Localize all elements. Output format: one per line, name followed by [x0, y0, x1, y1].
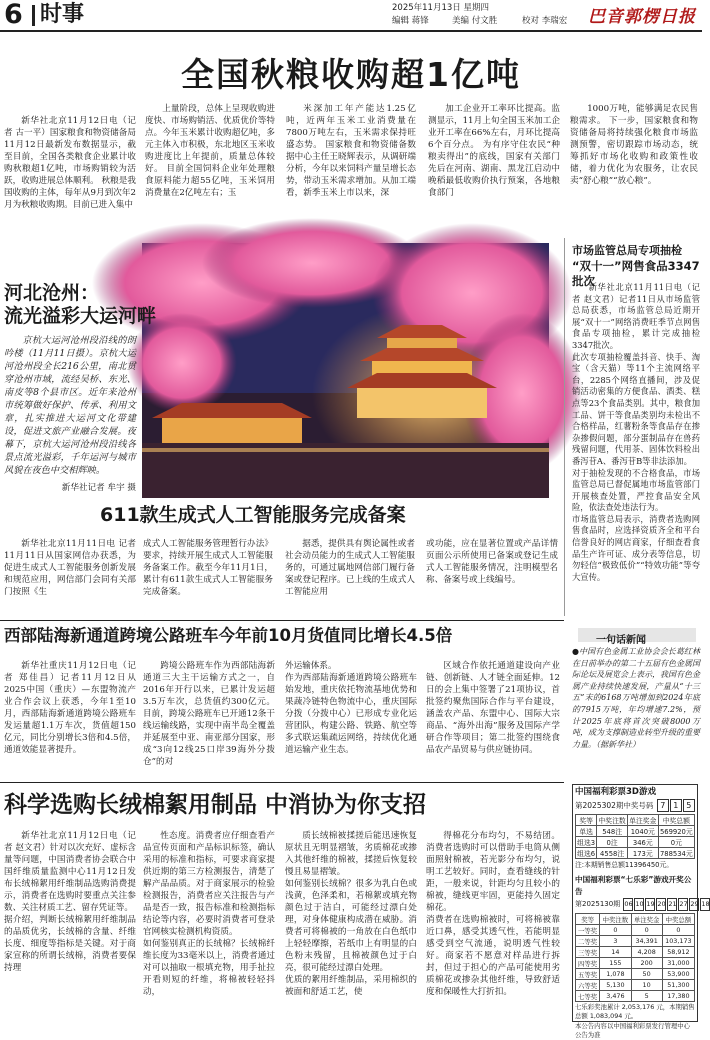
right-story-body: 新华社北京11月11日电（记者 赵文君）记者11日从市场监管总局获悉，市场监管总局近期开展“双十一”网络消费旺季节点网售食品专项抽检，累计完成抽检3347批次。 此次专项抽检覆盖抖音、快手、淘宝（含天猫）等11个主流网络平台，2285个网络直播间，涉及促销活动密集的方便食品、酒类、糕点等23个食品类别。其中，粮食加工品、饼干等食品类别均未检出不合格样品，红薯粉条等食品存在掺杂掺假问题，部分蛋制品存在兽药残留问题，代用茶、固体饮料检出番泻苷A、番泻苷B等非法添加。 对于抽检发现的不合格食品，市场监管总局已督促属地市场监管部门开展核查处置，严控食品安全风险，依法查处违法行为。 市场监管总局表示，消费者选购网售食品时，应选择资质齐全和平台信誉良好的网店商家，仔细查看食品生产许可证、成分表等信息，切勿轻信“极致低价”“特效功能”等夸大宣传。 — [572, 282, 700, 582]
table-cell: 4558注 — [597, 848, 628, 859]
lottery-qlc-number: 06 — [623, 898, 633, 911]
table-cell: 5,130 — [600, 980, 631, 991]
editor-credit: 编辑 蒋锋 — [392, 16, 429, 26]
lottery-3d-header-cell: 单注奖金 — [627, 815, 658, 826]
main-headline: 全国秋粮收购超1亿吨 — [181, 55, 521, 94]
article1-col2: 上量阶段，总体上呈现收购进度快、市场购销活、优质优价等特点。今年玉米累计收购超亿吨，多元主体入市积极，东北地区玉米收购进度比上年提前，质量总体较好。 目前全国饲料企业年处理粮食原料能力超55亿吨，玉米饲用消费量在2亿吨左右；玉 — [145, 104, 275, 198]
table-cell: 4,208 — [631, 947, 662, 958]
lottery-qlc-header-cell: 中奖注数 — [600, 914, 631, 925]
table-cell: 17,380 — [662, 991, 694, 1002]
lottery-qlc-number: 21 — [667, 898, 677, 911]
lottery-3d-header-cell: 中奖总额 — [658, 815, 694, 826]
one-sentence-title: 一句话新闻 — [596, 635, 646, 646]
table-cell: 51,300 — [662, 980, 694, 991]
wool-top-rule — [0, 782, 564, 783]
wool-headline: 科学选购长绒棉絮用制品 中消协为你支招 — [4, 792, 427, 818]
table-cell: 单选 — [576, 826, 597, 837]
lottery-qlc-number: 20 — [656, 898, 666, 911]
lottery-qlc-number: 27 — [678, 898, 688, 911]
table-row — [576, 958, 695, 969]
lottery-3d-number-2: 1 — [670, 799, 682, 812]
lottery-qlc-table — [575, 913, 695, 1002]
table-cell: 1040元 — [627, 826, 658, 837]
table-cell: 一等奖 — [576, 925, 600, 936]
page-number: 6 — [4, 0, 23, 30]
one-sentence-title-bar — [578, 628, 696, 646]
lottery-qlc-number: 19 — [645, 898, 655, 911]
table-row — [576, 826, 695, 837]
table-row — [576, 936, 695, 947]
trade-col3: 外运输体系。 作为西部陆海新通道跨境公路班车始发地，重庆依托物流基地优势和果蔬冷链特色物流中心，重庆国际分拨（分拨中心）已形成专业化运营团队，构建公路、铁路、航空等多式联运集疏运网络，持续优化通道运输产业生态。 — [285, 661, 417, 755]
side-headline-line1: 河北沧州： — [4, 282, 100, 304]
ai-col1: 新华社北京11月11日电 记者11月11日从国家网信办获悉，为促进生成式人工智能服务创新发展和规范应用，网信部门会同有关部门按照《生 — [4, 539, 136, 597]
table-cell: 0 — [600, 925, 631, 936]
lottery-box — [572, 784, 710, 1039]
section-title: 时事 — [40, 2, 85, 27]
article1-col3: 米深加工年产能达1.25亿吨，近两年玉米工业消费量在7800万吨左右，玉米需求保持旺盛态势。 国家粮食和物资储备数据中心主任王晓辉表示，从调研端分析，今年以来饲料产量呈增长态势，带动玉米需求增加。从加工端看，新季玉米上市以来，深 — [286, 104, 416, 198]
table-cell: 3,476 — [600, 991, 631, 1002]
lottery-qlc-header-row — [576, 914, 695, 925]
masthead-logo: 巴音郭楞日报 — [588, 7, 696, 27]
table-row — [576, 848, 695, 859]
table-cell: 二等奖 — [576, 936, 600, 947]
lottery-qlc-special-number: 18 — [700, 898, 710, 911]
table-cell: 三等奖 — [576, 947, 600, 958]
lottery-qlc-header-cell: 单注奖金 — [631, 914, 662, 925]
table-cell: 53,900 — [662, 969, 694, 980]
table-cell: 58,912 — [662, 947, 694, 958]
table-cell: 3 — [600, 936, 631, 947]
table-cell: 0注 — [597, 837, 628, 848]
side-story-credit: 新华社记者 牟宇 摄 — [61, 483, 136, 493]
lottery-3d-header-cell: 奖等 — [576, 815, 597, 826]
lottery-3d-title: 中国福利彩票3D游戏 — [575, 787, 656, 797]
table-cell: 155 — [600, 958, 631, 969]
table-row — [576, 837, 695, 848]
wool-col2: 性态度。消费者应仔细查看产品宣传页面和产品标识标签，确认采用的标准和指标，可要求商家提供近期的第三方检测报告，清楚了解产品品质。对于商家展示的检验检测报告，消费者应关注报告与产品是否一致，报告标准和检测指标结论等内容，必要时消费者可登录官网核实检测机构资质。 如何鉴别真正的长绒棉？长绒棉纤维长度为33毫米以上，消费者通过对可以抽取一根填充物，用手扯拉开看则短的纤维，将棉被轻轻抖动， — [143, 831, 275, 997]
table-cell: 173元 — [627, 848, 658, 859]
lottery-3d-note: 注:本期销售总额11396450元。 — [575, 861, 674, 869]
ai-col3: 据悉，提供具有舆论属性或者社会动员能力的生成式人工智能服务的，可通过属地网信部门履行备案或登记程序。已上线的生成式人工智能应用 — [285, 539, 415, 597]
right-headline-line2: “双十一”网售食品3347批次 — [572, 259, 700, 288]
lottery-3d-table — [575, 814, 695, 859]
table-row — [576, 947, 695, 958]
table-cell: 103,173 — [662, 936, 694, 947]
page-number-divider — [32, 5, 35, 26]
lottery-qlc-issue: 第2025130期 — [575, 900, 621, 908]
lottery-3d-issue — [573, 799, 697, 812]
side-headline-line2: 流光溢彩大运河畔 — [4, 305, 157, 327]
table-cell: 14 — [600, 947, 631, 958]
lottery-qlc-footer: 本公告内容以中国福利彩票发行管理中心公告为准 — [575, 1022, 691, 1039]
article1-col5: 1000万吨，能够满足农民售粮需求。 下一步，国家粮食和物资储备局将持续强化粮食市场监测预警，密切跟踪市场动态，统筹抓好市场化收购和政策性收储，着力优化为农服务，让农民卖“舒心粮”“放心粮”。 — [570, 104, 698, 186]
right-column-divider — [564, 238, 565, 616]
header-rule — [0, 30, 702, 32]
article1-col1: 新华社北京11月12日电（记者 古一平）国家粮食和物资储备局11月12日最新发布数据显示，截至目前，全国各类粮食企业累计收购秋粮超1亿吨，市场购销较为活跃，收购进展总体顺利。 秋粮是我国收购的主体，每年从9月到次年2月为秋粮收购期。目前已进入集中 — [4, 116, 136, 210]
table-cell: 346元 — [627, 837, 658, 848]
table-cell: 34,391 — [631, 936, 662, 947]
lottery-qlc-header-cell: 中奖总额 — [662, 914, 694, 925]
table-cell: 5 — [631, 991, 662, 1002]
table-row — [576, 991, 695, 1002]
table-cell: 六等奖 — [576, 980, 600, 991]
lottery-3d-header-row — [576, 815, 695, 826]
table-row — [576, 980, 695, 991]
wool-col4: 得棉花分布均匀，不易结团。消费者选购时可以借助手电筒从侧面照射棉被，若光影分布均匀，说明工艺较好。同时，查看缝线的针距，一般来说，针距均匀且较小的棉被，缝线更牢固，更能持久固定棉花。 消费者在选购棉被时，可将棉被靠近口鼻，感受其透气性，若能明显感受到空气流通，说明透气性较好。商家若不愿意对样品进行拆封，但过于担心的产品可能使用劣质棉花或掺杂其他纤维，导致舒适度和保暖性大打折扣。 — [426, 831, 560, 997]
lottery-3d-number-3: 5 — [683, 799, 695, 812]
trade-top-rule — [0, 620, 564, 621]
proofreader-credit: 校对 李瑞宏 — [522, 16, 568, 26]
ai-col4: 或功能，应在显著位置或产品详情页面公示所使用已备案或登记生成式人工智能服务情况，注明模型名称、备案号或上线编号。 — [426, 539, 558, 585]
issue-date: 2025年11月13日 星期四 — [392, 3, 489, 13]
table-cell: 五等奖 — [576, 969, 600, 980]
one-sentence-body: ●中国有色金属工业协会会长葛红林在日前举办的第二十五届有色金属国际论坛及展览会上表示，我国有色金属产业持续快速发展，产量从“十三五”末的6168万吨增加到2024年底的7915万吨，年均增速7.2%，预计2025年底将首次突破8000万吨，成为支撑制造业转型升级的重要力量。（据新华社） — [572, 647, 700, 749]
trade-col4: 区域合作依托通道建设向产业链、创新链、人才链全面延伸。12日的会上集中签署了21项协议，首批签约聚焦国际合作与平台建设，涵盖农产品、东盟中心、国际大宗商品、“海外出海”服务及国际产学研合作等项目；第二批签约围绕食品农产品贸易与供应链协同。 — [426, 661, 560, 755]
trade-headline: 西部陆海新通道跨境公路班车今年前10月货值同比增长4.5倍 — [4, 626, 453, 645]
lottery-qlc-number: 10 — [634, 898, 644, 911]
wool-col1: 新华社北京11月12日电（记者 赵文君）针对以次充好、虚标含量等问题，中国消费者协会联合中国纤维质量监测中心11月12日发布长绒棉絮用纤维制品选购消费提示，消费者在选购时要重点关注参数、关注材质工艺、留存凭证等。 据介绍，判断长绒棉絮用纤维制品的品质优劣，长绒棉的含量、纤维长度、细度等指标是关键。对于商家宣称的所谓长绒棉，消费者要保持理 — [4, 831, 136, 973]
table-cell: 788534元 — [658, 848, 694, 859]
table-cell: 0元 — [658, 837, 694, 848]
table-cell: 31,000 — [662, 958, 694, 969]
table-cell: 569920元 — [658, 826, 694, 837]
grand-canal-night-photo — [142, 243, 549, 498]
ai-col2: 成式人工智能服务管理暂行办法》要求，持续开展生成式人工智能服务备案工作。截至今年11月1日，累计有611款生成式人工智能服务完成备案。 — [143, 539, 273, 597]
lottery-qlc-header-cell: 奖等 — [576, 914, 600, 925]
table-cell: 548注 — [597, 826, 628, 837]
table-cell: 50 — [631, 969, 662, 980]
table-cell: 1,078 — [600, 969, 631, 980]
trade-col2: 跨境公路班车作为西部陆海新通道三大主干运输方式之一，自2016年开行以来，已累计发运超3.5万车次，总货值约300亿元。目前，跨境公路班车已开通12条干线运输线路，实现中南半岛全覆盖并延展至中亚、南亚部分国家，形成“3向12线25口岸39海外分拨仓”的对 — [143, 661, 275, 767]
lottery-3d-header-cell: 中奖注数 — [597, 815, 628, 826]
table-row — [576, 925, 695, 936]
ai-headline: 611款生成式人工智能服务完成备案 — [100, 504, 406, 526]
table-cell: 组选6 — [576, 848, 597, 859]
lottery-qlc-title: 中国福利彩票“七乐彩”游戏开奖公告 — [575, 875, 692, 896]
side-story-body: 京杭大运河沧州段沿线的朗吟楼（11月11日摄）。京杭大运河沧州段全长216公里，南北贯穿沧州市域，流经吴桥、东光、南皮等8个县市区。近年来沧州市统筹做好保护、传承、利用文章，扎实推进大运河文化带建设，促进文旅产业融合发展。夜幕下，京杭大运河沧州段沿线各景点流光溢彩，千年运河与城市风貌在夜色中交相辉映。 — [4, 335, 136, 476]
lottery-qlc-issue-row — [573, 898, 710, 911]
table-cell: 组选3 — [576, 837, 597, 848]
designer-credit: 美编 付文胜 — [452, 16, 498, 26]
table-cell: 0 — [662, 925, 694, 936]
lottery-3d-subtitle: 第2025302期中奖号码 — [575, 801, 654, 810]
article1-col4: 加工企业开工率环比提高。监测显示，11月上旬全国玉米加工企业开工率在66%左右，月环比提高6个百分点。 为有序守住农民“种粮卖得出”的底线，国家有关部门先后在河南、湖南、黑龙江启动中晚稻最低收购价执行预案，各地粮食部门 — [428, 104, 560, 198]
table-cell: 200 — [631, 958, 662, 969]
table-row — [576, 969, 695, 980]
trade-col1: 新华社重庆11月12日电（记者 郑佳昌）记者11月12日从2025中国（重庆）—东盟物流产业合作会议上获悉，今年1至10月，西部陆海新通道跨境公路班车发运量超1.1万车次，货值超150亿元，同比分别增长3倍和4.5倍，通道效能显著提升。 — [4, 661, 136, 755]
table-cell: 10 — [631, 980, 662, 991]
right-headline-line1: 市场监管总局专项抽检 — [572, 244, 682, 257]
wool-col3: 质长绒棉被揉搓后能迅速恢复原状且无明显褶皱，劣质棉花或掺入其他纤维的棉被，揉搓后恢复较慢且易显褶皱。 如何鉴别长绒棉？很多为乳白色或浅黄，色泽柔和，若棉絮或填充物颜色过于洁白，可能经过漂白处理，对身体健康构成潜在威胁。消费者可将棉被的一角放在白色纸巾上轻轻摩擦，若纸巾上有明显的白色粉末残留，且棉被颜色过于白亮，很可能经过漂白处理。 优质的絮用纤维制品，采用棉织的被面和舒适工艺，使 — [285, 831, 417, 997]
lottery-qlc-number: 29 — [689, 898, 699, 911]
lottery-3d-number-1: 7 — [657, 799, 669, 812]
table-cell: 0 — [631, 925, 662, 936]
photo-illustration — [142, 243, 549, 498]
lottery-qlc-note: 七乐彩奖池累计 2,053,176 元，本期销售总额 1,083,094 元。 — [575, 1003, 695, 1020]
table-cell: 四等奖 — [576, 958, 600, 969]
table-cell: 七等奖 — [576, 991, 600, 1002]
